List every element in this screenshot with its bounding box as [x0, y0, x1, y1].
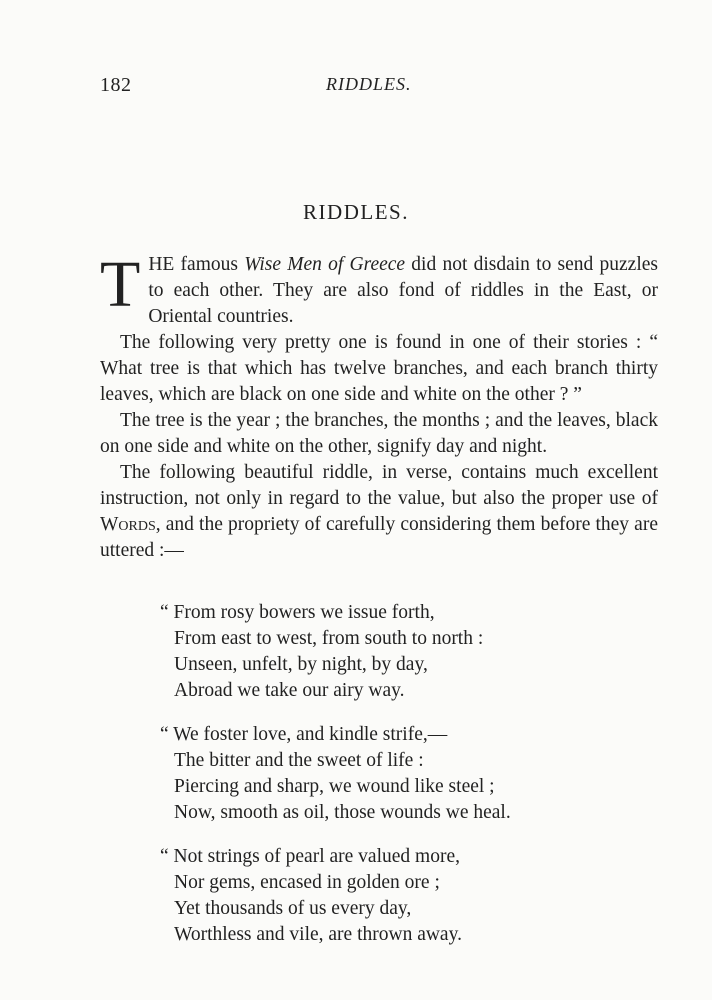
chapter-title: RIDDLES.	[303, 200, 409, 224]
verse-line: “ Not strings of pearl are valued more,	[160, 846, 460, 867]
verse-line: Now, smooth as oil, those wounds we heal.	[174, 802, 511, 823]
verse-stanza-3	[160, 844, 462, 948]
paragraph-4-after: , and the propriety of carefully considering them before they are uttered :—	[100, 514, 658, 561]
verse-line: “ From rosy bowers we issue forth,	[160, 602, 435, 623]
verse-line: Unseen, unfelt, by night, by day,	[174, 654, 428, 675]
verse-line: Worthless and vile, are thrown away.	[174, 924, 462, 945]
running-title: RIDDLES.	[326, 74, 412, 94]
verse-line: Yet thousands of us every day,	[174, 898, 412, 919]
paragraph-3: The tree is the year ; the branches, the months ; and the leaves, black on one side and white on the other, signify day and night.	[100, 410, 658, 457]
paragraph-1-rest: did not disdain to send puzzles to each other. They are also fond of riddles in the East, or Oriental countries.	[148, 254, 658, 327]
drop-cap: T	[100, 248, 141, 321]
running-head	[100, 74, 660, 100]
body-text	[100, 248, 658, 564]
paragraph-1-opening: HE famous	[148, 254, 245, 275]
paragraph-4	[100, 460, 658, 564]
paragraph-1	[100, 248, 658, 330]
verse-stanza-2	[160, 722, 511, 826]
verse-stanza-1	[160, 600, 483, 704]
paragraph-4-small-caps: Words	[100, 514, 156, 535]
verse-line: The bitter and the sweet of life :	[174, 750, 424, 771]
paragraph-1-italic: Wise Men of Greece	[244, 254, 406, 275]
verse-line: From east to west, from south to north :	[174, 628, 484, 649]
paragraph-4-before: The following beautiful riddle, in verse, contains much excellent instruction, not only in regard to the value, but also the proper use of	[100, 462, 658, 509]
verse-line: Piercing and sharp, we wound like steel ;	[174, 776, 495, 797]
verse-line: “ We foster love, and kindle strife,—	[160, 724, 448, 745]
verse-line: Abroad we take our airy way.	[174, 680, 405, 701]
verse-line: Nor gems, encased in golden ore ;	[174, 872, 440, 893]
paragraph-2: The following very pretty one is found in one of their stories : “ What tree is that which has twelve branches, and each branch thirty leaves, which are black on one side and white on the other ? ”	[100, 332, 658, 405]
page-number: 182	[100, 74, 132, 96]
